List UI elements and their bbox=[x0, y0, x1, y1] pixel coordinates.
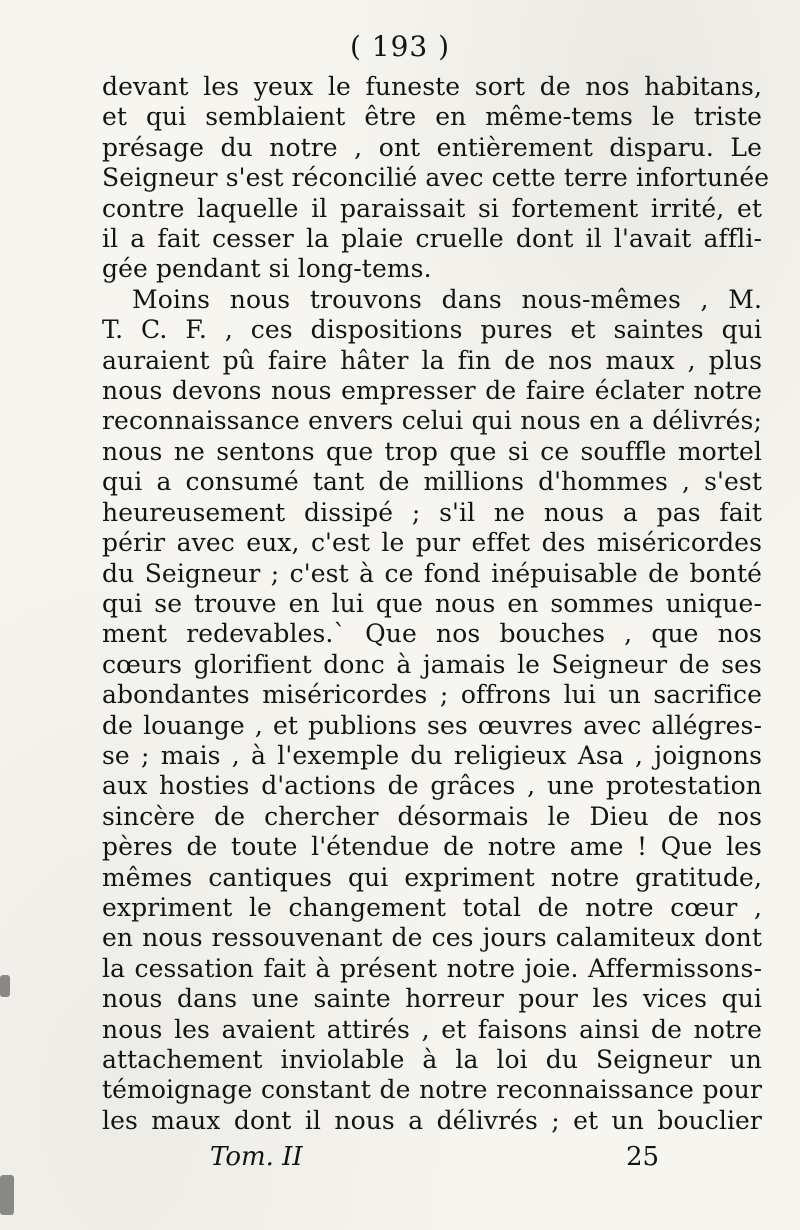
text-line: qui se trouve en lui que nous en sommes unique- bbox=[102, 588, 762, 618]
text-line: abondantes miséricordes ; offrons lui un sacrifice bbox=[102, 680, 762, 710]
text-line: sincère de chercher désormais le Dieu de nos bbox=[102, 801, 762, 831]
text-line: il a fait cesser la plaie cruelle dont il l'avait affli- bbox=[102, 224, 762, 254]
body-text bbox=[102, 72, 770, 1136]
signature-mark: 25 bbox=[626, 1142, 660, 1172]
text-line: nous dans une sainte horreur pour les vices qui bbox=[102, 984, 762, 1014]
page-number: ( 193 ) bbox=[349, 30, 451, 63]
text-line: Moins nous trouvons dans nous-mêmes , M. bbox=[132, 284, 762, 314]
text-line: en nous ressouvenant de ces jours calamiteux dont bbox=[102, 923, 762, 953]
text-line: expriment le changement total de notre cœur , bbox=[102, 892, 762, 922]
left-edge-mark bbox=[0, 975, 10, 997]
text-line: périr avec eux, c'est le pur effet des miséricordes bbox=[102, 528, 762, 558]
page-footer bbox=[0, 1142, 800, 1182]
text-line: les maux dont il nous a délivrés ; et un bouclier bbox=[102, 1105, 762, 1135]
text-line: nous les avaient attirés , et faisons ainsi de notre bbox=[102, 1014, 762, 1044]
text-line: reconnaissance envers celui qui nous en a délivrés; bbox=[102, 406, 762, 436]
text-line: la cessation fait à présent notre joie. Affermissons- bbox=[102, 953, 762, 983]
left-edge-mark bbox=[0, 1175, 14, 1215]
text-line: nous devons nous empresser de faire éclater notre bbox=[102, 376, 762, 406]
text-line: cœurs glorifient donc à jamais le Seigneur de ses bbox=[102, 649, 762, 679]
text-line: qui a consumé tant de millions d'hommes , s'est bbox=[102, 467, 762, 497]
text-line: témoignage constant de notre reconnaissance pour bbox=[102, 1075, 762, 1105]
text-line: heureusement dissipé ; s'il ne nous a pas fait bbox=[102, 497, 762, 527]
text-line: gée pendant si long-tems. bbox=[102, 254, 432, 284]
text-line: se ; mais , à l'exemple du religieux Asa , joignons bbox=[102, 740, 762, 770]
text-line: nous ne sentons que trop que si ce souffle mortel bbox=[102, 436, 762, 466]
text-line: pères de toute l'étendue de notre ame ! Que les bbox=[102, 832, 762, 862]
text-line: ment redevables.` Que nos bouches , que nos bbox=[102, 619, 762, 649]
text-line: attachement inviolable à la loi du Seigneur un bbox=[102, 1045, 762, 1074]
text-line: auraient pû faire hâter la fin de nos maux , plus bbox=[102, 345, 762, 375]
text-line: aux hosties d'actions de grâces , une protestation bbox=[102, 771, 762, 801]
text-line: du Seigneur ; c'est à ce fond inépuisable de bonté bbox=[102, 558, 762, 588]
text-line: devant les yeux le funeste sort de nos habitans, bbox=[102, 72, 762, 101]
text-line: mêmes cantiques qui expriment notre gratitude, bbox=[102, 862, 762, 892]
text-line: contre laquelle il paraissait si fortement irrité, et bbox=[102, 193, 762, 223]
text-line: et qui semblaient être en même-tems le triste bbox=[102, 102, 762, 132]
text-line: de louange , et publions ses œuvres avec allégres- bbox=[102, 710, 762, 740]
volume-label: Tom. II bbox=[210, 1142, 303, 1172]
text-line: Seigneur s'est réconcilié avec cette terre infortunée bbox=[102, 163, 770, 193]
text-line: T. C. F. , ces dispositions pures et saintes qui bbox=[102, 315, 762, 345]
text-line: présage du notre , ont entièrement disparu. Le bbox=[102, 132, 762, 162]
